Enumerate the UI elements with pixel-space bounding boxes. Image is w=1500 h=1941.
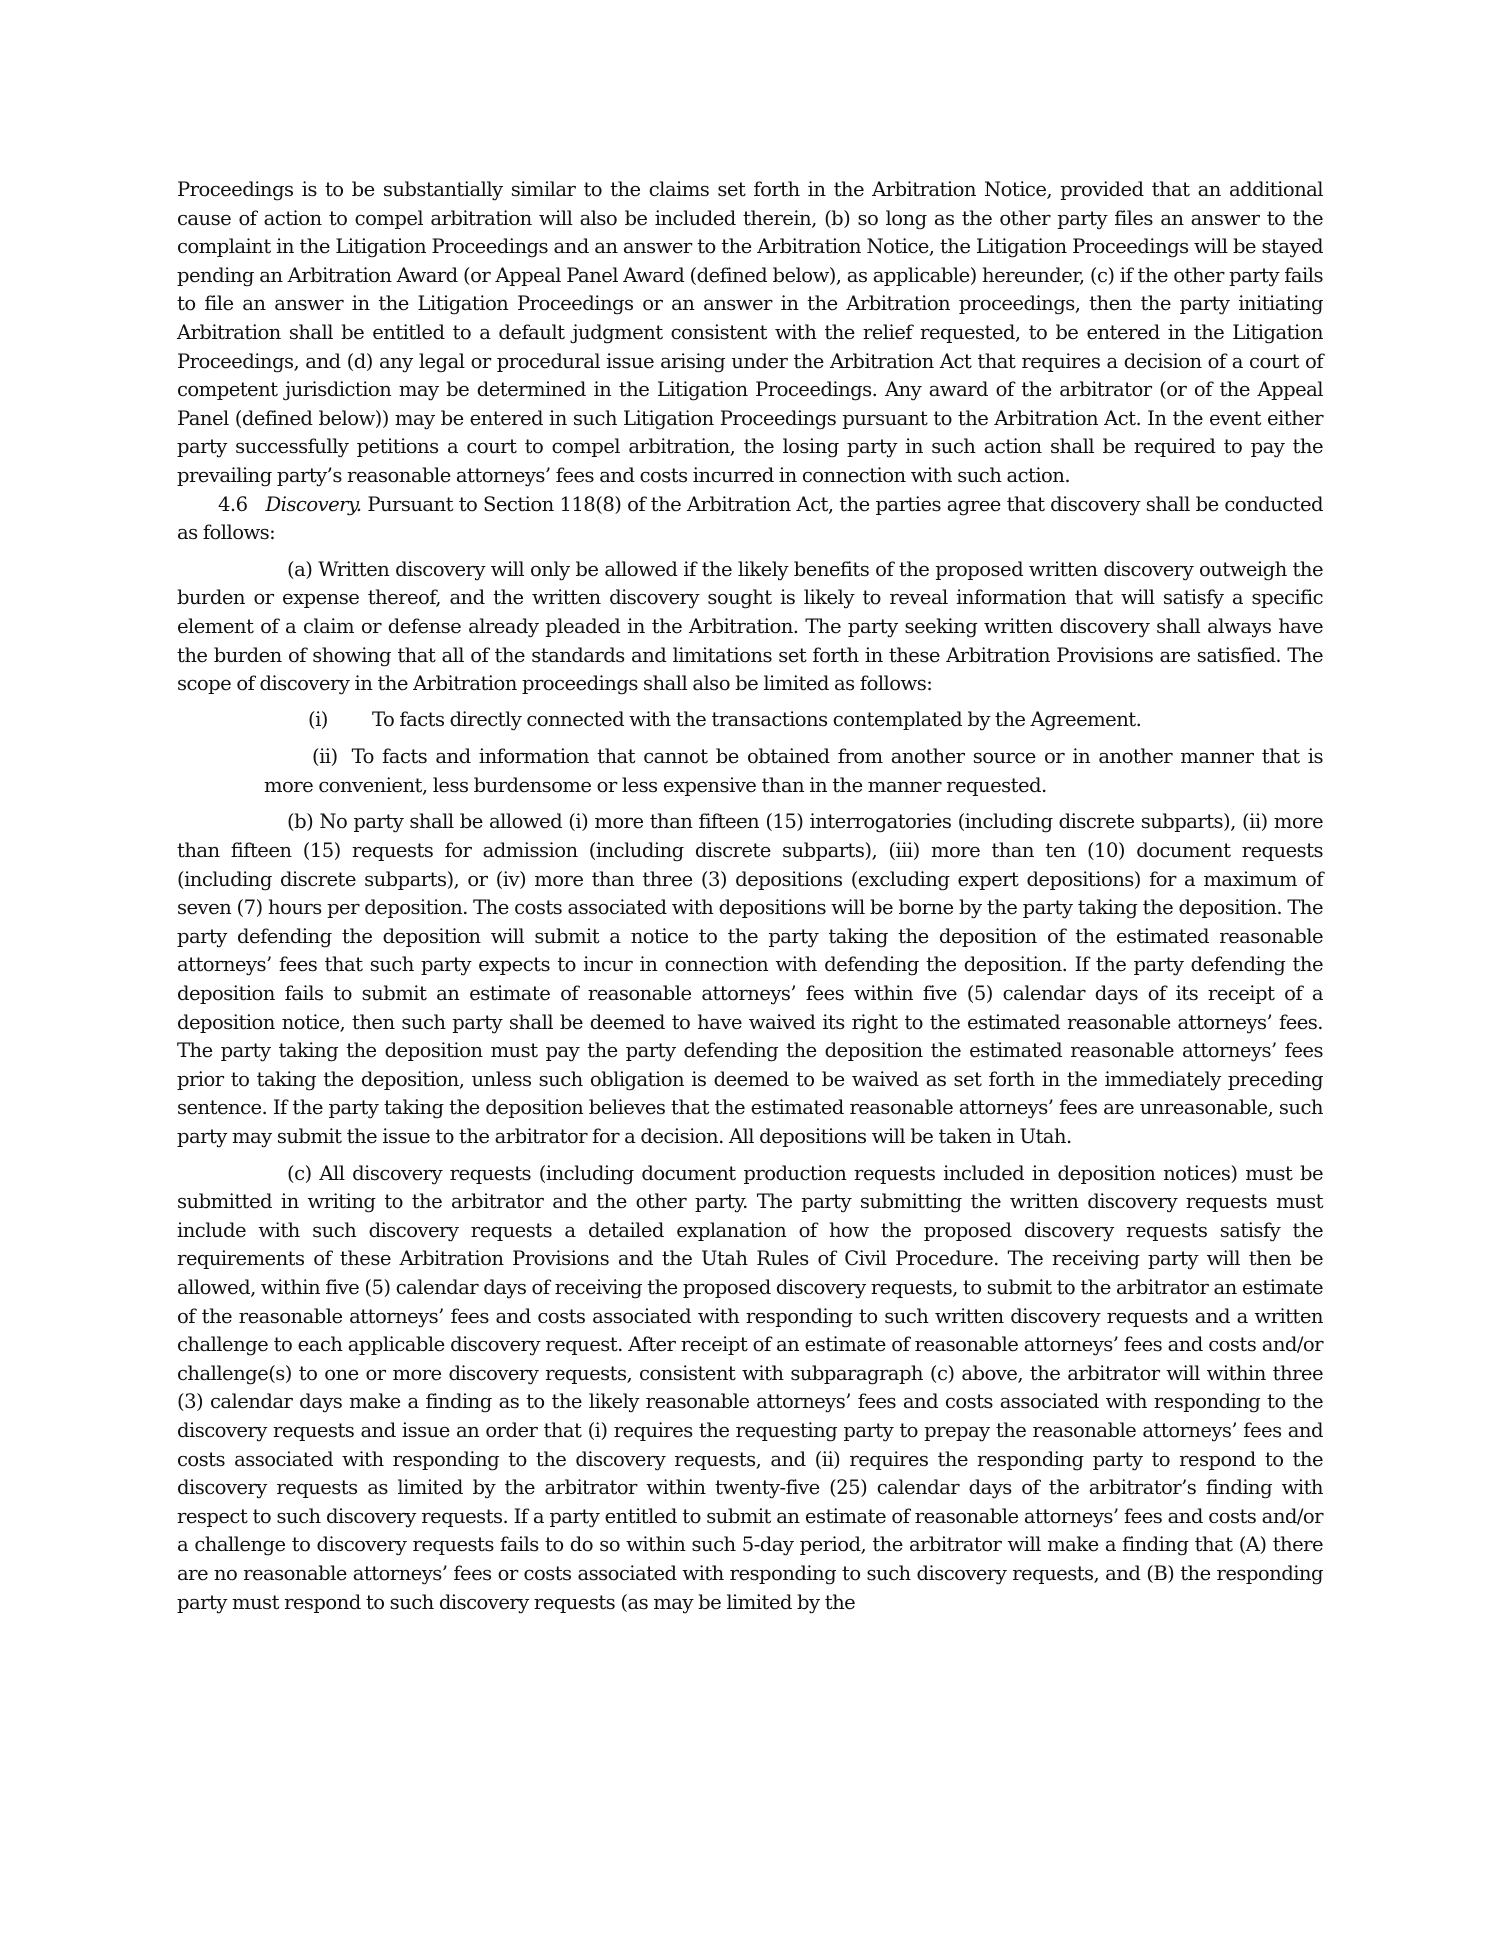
scope-limit-list <box>177 706 1323 801</box>
document-page <box>177 176 1323 1617</box>
list-item-number: (i) <box>308 707 328 731</box>
list-item-number: (ii) <box>312 745 338 769</box>
subparagraph-b: (b) No party shall be allowed (i) more than fifteen (15) interrogatories (including discrete subparts), (ii) more than fifteen (15) requests for admission (including discrete subparts), (iii) more than ten (10) document requests (including discrete subparts), or (iv) more than three (3) depositions (excluding expert depositions) for a maximum of seven (7) hours per deposition. The costs associated with depositions will be borne by the party taking the deposition. The party defending the deposition will submit a notice to the party taking the deposition of the estimated reasonable attorneys’ fees that such party expects to incur in connection with defending the deposition. If the party defending the deposition fails to submit an estimate of reasonable attorneys’ fees within five (5) calendar days of its receipt of a deposition notice, then such party shall be deemed to have waived its right to the estimated reasonable attorneys’ fees. The party taking the deposition must pay the party defending the deposition the estimated reasonable attorneys’ fees prior to taking the deposition, unless such obligation is deemed to be waived as set forth in the immediately preceding sentence. If the party taking the deposition believes that the estimated reasonable attorneys’ fees are unreasonable, such party may submit the issue to the arbitrator for a decision. All depositions will be taken in Utah. <box>177 810 1323 1148</box>
list-item-text: To facts directly connected with the transactions contemplated by the Agreement. <box>372 707 1142 731</box>
section-intro: Pursuant to Section 118(8) of the Arbitration Act, the parties agree that discovery shall be conducted as follows: <box>177 492 1323 545</box>
section-title: Discovery. <box>265 492 362 516</box>
list-item-text: To facts and information that cannot be obtained from another source or in another manner that is more convenient, less burdensome or less expensive than in the manner requested. <box>264 745 1323 797</box>
subparagraph-a: (a) Written discovery will only be allowed if the likely benefits of the proposed written discovery outweigh the burden or expense thereof, and the written discovery sought is likely to reveal information that will satisfy a specific element of a claim or defense already pleaded in the Arbitration. The party seeking written discovery shall always have the burden of showing that all of the standards and limitations set forth in these Arbitration Provisions are satisfied. The scope of discovery in the Arbitration proceedings shall also be limited as follows: <box>177 557 1323 696</box>
section-4-6-heading <box>177 491 1323 548</box>
list-item <box>177 743 1323 800</box>
list-item <box>177 706 1323 735</box>
subparagraph-c: (c) All discovery requests (including document production requests included in deposition notices) must be submitted in writing to the arbitrator and the other party. The party submitting the written discovery requests must include with such discovery requests a detailed explanation of how the proposed discovery requests satisfy the requirements of these Arbitration Provisions and the Utah Rules of Civil Procedure. The receiving party will then be allowed, within five (5) calendar days of receiving the proposed discovery requests, to submit to the arbitrator an estimate of the reasonable attorneys’ fees and costs associated with responding to such written discovery requests and a written challenge to each applicable discovery request. After receipt of an estimate of reasonable attorneys’ fees and costs and/or challenge(s) to one or more discovery requests, consistent with subparagraph (c) above, the arbitrator will within three (3) calendar days make a finding as to the likely reasonable attorneys’ fees and costs associated with responding to the discovery requests and issue an order that (i) requires the requesting party to prepay the reasonable attorneys’ fees and costs associated with responding to the discovery requests, and (ii) requires the responding party to respond to the discovery requests as limited by the arbitrator within twenty-five (25) calendar days of the arbitrator’s finding with respect to such discovery requests. If a party entitled to submit an estimate of reasonable attorneys’ fees and costs and/or a challenge to discovery requests fails to do so within such 5-day period, the arbitrator will make a finding that (A) there are no reasonable attorneys’ fees or costs associated with responding to such discovery requests, and (B) the responding party must respond to such discovery requests (as may be limited by the <box>177 1161 1323 1614</box>
opening-paragraph: Proceedings is to be substantially similar to the claims set forth in the Arbitration Notice, provided that an additional cause of action to compel arbitration will also be included therein, (b) so long as the other party files an answer to the complaint in the Litigation Proceedings and an answer to the Arbitration Notice, the Litigation Proceedings will be stayed pending an Arbitration Award (or Appeal Panel Award (defined below), as applicable) hereunder, (c) if the other party fails to file an answer in the Litigation Proceedings or an answer in the Arbitration proceedings, then the party initiating Arbitration shall be entitled to a default judgment consistent with the relief requested, to be entered in the Litigation Proceedings, and (d) any legal or procedural issue arising under the Arbitration Act that requires a decision of a court of competent jurisdiction may be determined in the Litigation Proceedings. Any award of the arbitrator (or of the Appeal Panel (defined below)) may be entered in such Litigation Proceedings pursuant to the Arbitration Act. In the event either party successfully petitions a court to compel arbitration, the losing party in such action shall be required to pay the prevailing party’s reasonable attorneys’ fees and costs incurred in connection with such action. <box>177 178 1323 487</box>
section-number: 4.6 <box>218 492 248 516</box>
